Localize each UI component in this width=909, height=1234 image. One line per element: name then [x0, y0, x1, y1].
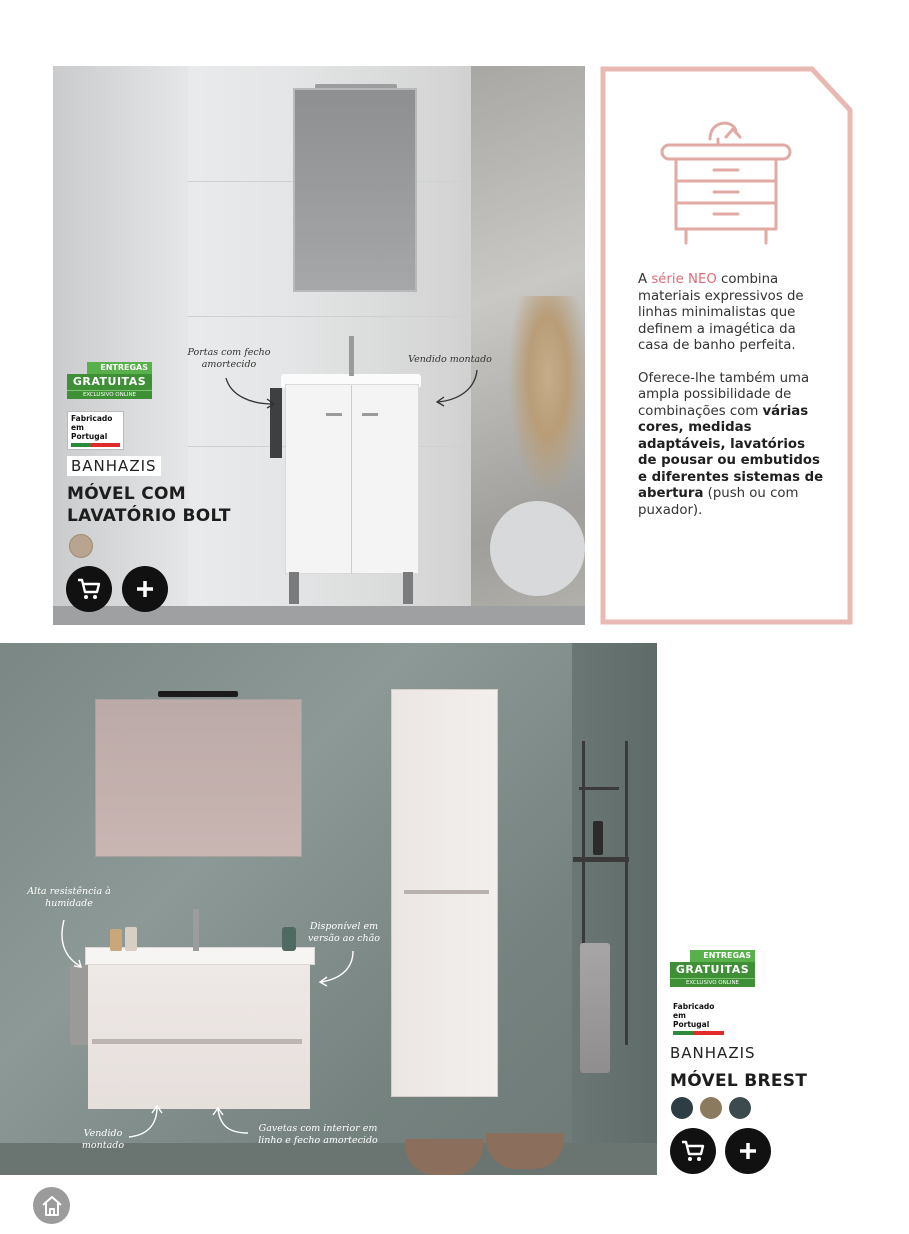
drawer-handle [92, 1039, 302, 1044]
product-title-line2: LAVATÓRIO BOLT [67, 506, 231, 526]
cabinet [285, 384, 419, 574]
made-in-portugal-label [670, 1000, 727, 1037]
product-title-line1: MÓVEL COM [67, 484, 186, 504]
cabinet-leg [403, 572, 413, 604]
cart-icon [680, 1139, 706, 1163]
soap-bottle [110, 929, 122, 951]
arrow-doors [221, 376, 281, 411]
series-offer [638, 371, 828, 520]
badge-line2: GRATUITAS [67, 374, 152, 390]
more-info-button[interactable] [122, 566, 168, 612]
brand-logo: BANHAZIS [67, 456, 161, 476]
toilet [490, 501, 585, 596]
arrow-drawers [208, 1105, 253, 1139]
pampas-grass [508, 296, 585, 496]
arrow-floor-version [315, 949, 360, 987]
home-button[interactable] [33, 1187, 70, 1224]
badge-line3: EXCLUSIVO ONLINE [670, 978, 755, 987]
mirror-lamp [158, 691, 238, 697]
cabinet-leg [289, 572, 299, 604]
add-to-cart-button[interactable] [670, 1128, 716, 1174]
made-in-line1: Fabricado [71, 414, 113, 423]
note-floor-version: Disponível em versão ao chão [307, 921, 381, 944]
towel [70, 965, 88, 1045]
offer-prefix: Oferece-lhe também uma ampla possibilidade de combinações com [638, 370, 810, 419]
badge-line1: ENTREGAS [87, 362, 152, 374]
badge-line2: GRATUITAS [670, 962, 755, 978]
home-icon [40, 1194, 64, 1218]
arrow-assembled [433, 368, 483, 408]
free-delivery-badge [670, 950, 755, 987]
vanity-unit-icon [658, 113, 794, 249]
color-swatch-oak[interactable] [69, 534, 93, 558]
offer-suffix: (push ou com puxador). [638, 486, 799, 518]
color-swatch-graphite[interactable] [729, 1097, 751, 1119]
offer-bold: várias cores, medidas adaptáveis, lavatórios de pousar ou embutidos e diferentes sistemas de abertura [638, 403, 824, 501]
made-in-line1: Fabricado [673, 1002, 715, 1011]
tile-joint [188, 316, 471, 317]
note-assembled: Vendido montado [81, 1128, 125, 1151]
product-photo-brest [0, 643, 657, 1175]
color-swatch-oak[interactable] [700, 1097, 722, 1119]
faucet [349, 336, 354, 376]
badge-line1: ENTREGAS [690, 950, 755, 962]
intro-rest: combina materiais expressivos de linhas minimalistas que definem a imagética da casa de banho perfeita. [638, 272, 804, 353]
tall-column [391, 689, 498, 1097]
cabinet-door [352, 385, 417, 573]
cabinet-door [286, 385, 352, 573]
portugal-flag-stripe [71, 443, 120, 447]
made-in-line2: em Portugal [673, 1011, 710, 1029]
add-to-cart-button[interactable] [66, 566, 112, 612]
made-in-portugal-label [67, 411, 124, 450]
series-info-card [600, 66, 853, 625]
mirror [293, 88, 417, 292]
more-info-button[interactable] [725, 1128, 771, 1174]
mirror [95, 699, 302, 857]
vanity-unit [88, 951, 310, 1109]
made-in-line2: em Portugal [71, 423, 108, 441]
color-swatch-dark-blue[interactable] [671, 1097, 693, 1119]
note-assembled: Vendido montado [408, 354, 492, 365]
portugal-flag-stripe [673, 1031, 724, 1035]
intro-prefix: A [638, 272, 652, 287]
plus-icon [737, 1140, 759, 1162]
free-delivery-badge [67, 362, 152, 399]
series-description [638, 272, 828, 519]
soap-bottle [125, 927, 137, 951]
arrow-humidity [58, 918, 88, 973]
brand-logo: BANHAZIS [670, 1044, 756, 1062]
note-humidity: Alta resistência à humidade [27, 886, 111, 909]
plus-icon [134, 578, 156, 600]
column-handle [404, 890, 489, 894]
product-title: MÓVEL BREST [670, 1071, 808, 1091]
product-photo-bolt [53, 66, 585, 625]
hanging-towel [580, 943, 610, 1073]
badge-line3: EXCLUSIVO ONLINE [67, 390, 152, 399]
cart-icon [76, 577, 102, 601]
series-name: série NEO [651, 272, 717, 287]
diffuser [282, 927, 296, 951]
arrow-assembled [125, 1103, 165, 1143]
note-drawers: Gavetas com interior em linho e fecho amortecido [258, 1123, 378, 1146]
series-intro [638, 272, 828, 355]
note-doors: Portas com fecho amortecido [187, 347, 271, 370]
faucet [193, 909, 199, 951]
